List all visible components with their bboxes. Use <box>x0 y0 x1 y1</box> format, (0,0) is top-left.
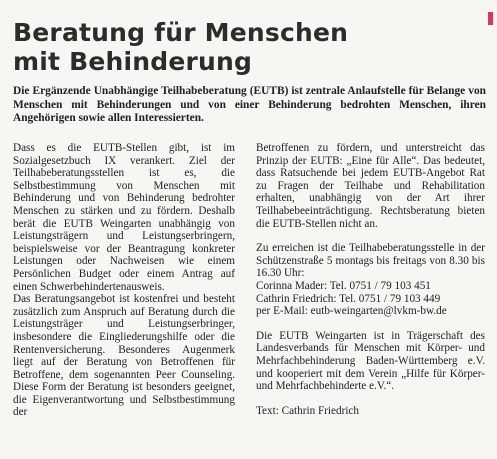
body-paragraph: Dass es die EUTB-Stellen gibt, ist im Sozialgesetzbuch IX verankert. Ziel der Teilhabeberatungsstellen ist es, die Selbstbestimmung von Menschen mit Behinderung und von Behinderung bedrohter Menschen zu stärken und zu fördern. Deshalb berät die EUTB Weingarten unabhängig von Leistungsträgern und Leistungserbringern, beispielsweise vor der Beantragung konkreter Leistungen oder Nachweisen wie einem Persönlichen Budget oder einem Antrag auf einen Schwerbehindertenausweis. <box>13 142 235 293</box>
intro-paragraph: Die Ergänzende Unabhängige Teilhabeberatung (EUTB) ist zentrale Anlaufstelle für Belange von Menschen mit Behinderungen und von einer Behinderung bedrohten Menschen, ihren Angehörigen sowie allen Interessierten. <box>13 85 486 125</box>
right-column <box>256 142 485 417</box>
body-paragraph: Das Beratungsangebot ist kostenfrei und besteht zusätzlich zum Anspruch auf Beratung durch die Leistungsträger und Leistungserbringer, insbesondere die Eingliederungshilfe oder die Rentenversicherung. Besonderes Augenmerk liegt auf der Beratung von Betroffenen für Betroffene, dem sogenannten Peer Counseling. Diese Form der Beratung ist besonders geeignet, die Eigenverantwortung und Selbstbestimmung der <box>13 293 235 419</box>
paragraph-gap <box>256 230 485 242</box>
contact-corinna-mader: Corinna Mader: Tel. 0751 / 79 103 451 <box>256 279 431 292</box>
left-column <box>13 142 235 419</box>
author-signature: Text: Cathrin Friedrich <box>256 404 359 417</box>
body-paragraph: Betroffenen zu fördern, und unterstreicht das Prinzip der EUTB: „Eine für Alle“. Das bedeutet, dass Ratsuchende bei jedem EUTB-Angebot Rat zu Fragen der Teilhabe und Rehabilitation erhalten, unabhängig von der Art ihrer Teilhabebeeinträchtigung. Rechtsberatung bieten die EUTB-Stellen nicht an. <box>256 142 485 230</box>
contact-cathrin-friedrich: Cathrin Friedrich: Tel. 0751 / 79 103 449 <box>256 292 441 305</box>
accent-bar <box>488 12 493 25</box>
contact-block <box>256 280 485 318</box>
article-title <box>13 18 483 76</box>
body-paragraph: Die EUTB Weingarten ist in Trägerschaft des Landesverbands für Menschen mit Körper- und Mehrfachbehinderung Baden-Württemberg e.V. und kooperiert mit dem Verein „Hilfe für Körper- und Mehrfachbehinderte e.V.“. <box>256 329 485 393</box>
body-paragraph: Zu erreichen ist die Teilhabeberatungsstelle in der Schützenstraße 5 montags bis freitags von 8.30 bis 16.30 Uhr: <box>256 242 485 280</box>
title-line-2: mit Behinderung <box>13 47 253 76</box>
title-line-1: Beratung für Menschen <box>13 18 349 47</box>
contact-email[interactable]: per E-Mail: eutb-weingarten@lvkm-bw.de <box>256 305 447 318</box>
paragraph-gap <box>256 318 485 330</box>
